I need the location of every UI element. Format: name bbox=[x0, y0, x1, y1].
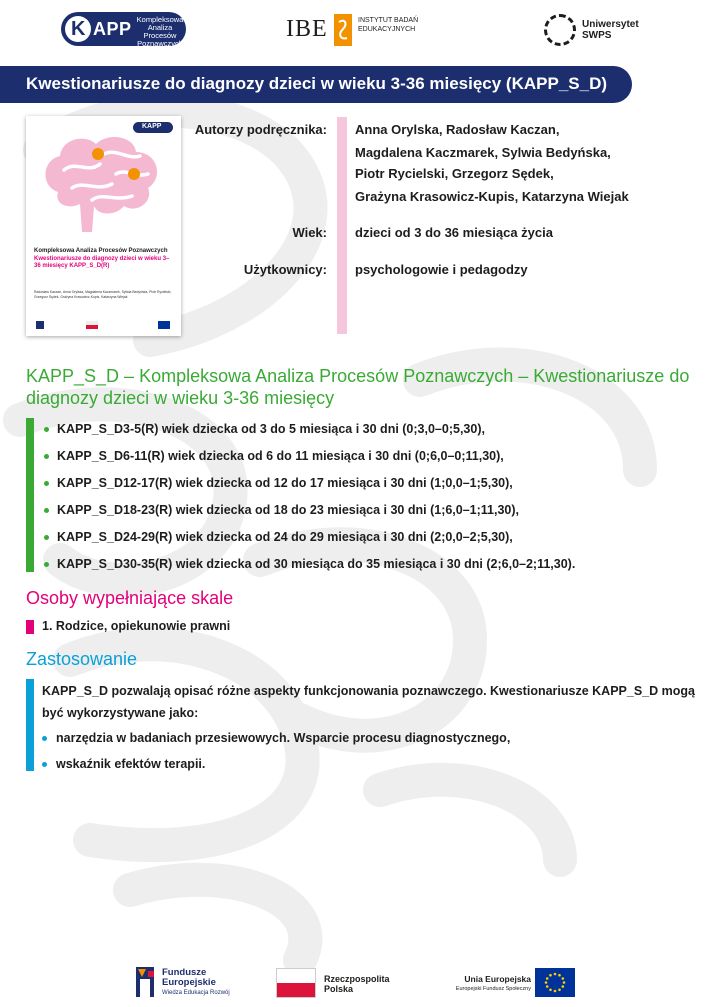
ibe-logo-mark-icon bbox=[334, 14, 352, 46]
brain-illustration-icon bbox=[36, 130, 166, 240]
rzeczpospolita-polska-text: Rzeczpospolita Polska bbox=[324, 974, 390, 994]
users-value: psychologowie i pedagodzy bbox=[355, 262, 528, 277]
bullet-icon bbox=[44, 427, 49, 432]
authors-line: Grażyna Krasowicz-Kupis, Katarzyna Wiejak bbox=[355, 189, 629, 204]
title-banner bbox=[0, 66, 632, 103]
cover-title: Kompleksowa Analiza Procesów Poznawczych bbox=[34, 248, 168, 254]
kapp-section-title: KAPP_S_D – Kompleksowa Analiza Procesów Poznawczych – Kwestionariusze do diagnozy dzieci w wieku 3-36 miesięcy bbox=[26, 366, 690, 408]
bullet-icon bbox=[44, 508, 49, 513]
kapp-section-bar bbox=[26, 418, 34, 572]
swps-logo-text: Uniwersytet SWPS bbox=[582, 19, 639, 41]
authors-line: Magdalena Kaczmarek, Sylwia Bedyńska, bbox=[355, 145, 611, 160]
fundusze-europejskie-subtitle: Wiedza Edukacja Rozwój bbox=[162, 990, 230, 996]
cover-footer-logos bbox=[34, 318, 174, 332]
users-label: Użytkownicy: bbox=[243, 262, 327, 277]
people-section-title: Osoby wypełniające skale bbox=[26, 588, 234, 608]
unia-europejska-subtitle: Europejski Fundusz Społeczny bbox=[455, 986, 531, 992]
cover-authors: Radosław Kaczan, Anna Orylska, Magdalena Kaczmarek, Sylwia Bedyńska, Piotr Rycielski, Grzegorz Sędek, Grażyna Krasowicz-Kupis, Katarzyna Wiejak bbox=[34, 290, 172, 299]
page-title: Kwestionariusze do diagnozy dzieci w wieku 3-36 miesięcy (KAPP_S_D) bbox=[26, 74, 608, 93]
fundusze-europejskie-logo bbox=[136, 965, 246, 1001]
ibe-logo-subtitle: INSTYTUT BADAŃ EDUKACYJNYCH bbox=[358, 17, 419, 33]
rzeczpospolita-polska-logo bbox=[276, 968, 396, 1000]
cover-kapp-logo: KAPP bbox=[133, 122, 173, 133]
bullet-icon bbox=[44, 562, 49, 567]
usage-section-title: Zastosowanie bbox=[26, 649, 138, 669]
kapp-logo-text: APP bbox=[93, 19, 132, 39]
people-item: 1. Rodzice, opiekunowie prawni bbox=[42, 619, 231, 633]
fundusze-europejskie-text: Fundusze Europejskie bbox=[162, 967, 216, 988]
people-section-bar bbox=[26, 620, 34, 634]
swps-logo-mark-icon bbox=[544, 14, 576, 46]
cover-subtitle: Kwestionariusze do diagnozy dzieci w wieku 3–36 miesięcy KAPP_S_D(R) bbox=[34, 256, 170, 269]
bullet-icon bbox=[44, 454, 49, 459]
eu-flag-icon bbox=[535, 968, 575, 997]
poland-flag-icon bbox=[276, 968, 316, 998]
authors-label: Autorzy podręcznika: bbox=[194, 122, 327, 137]
kapp-logo-subtitle: Kompleksowa Analiza Procesów Poznawczych bbox=[136, 15, 184, 48]
unia-europejska-text: Unia Europejska bbox=[464, 974, 531, 984]
kapp-logo-letter: K bbox=[71, 18, 86, 40]
fundusze-europejskie-mark-icon bbox=[136, 965, 156, 999]
bullet-icon bbox=[42, 736, 47, 741]
info-divider bbox=[337, 117, 347, 334]
ibe-logo-text: IBE bbox=[286, 16, 328, 42]
usage-paragraph: KAPP_S_D pozwalają opisać różne aspekty funkcjonowania poznawczego. Kwestionariusze KAPP_S_D mogą być wykorzystywane jako: bbox=[42, 684, 695, 720]
bullet-icon bbox=[42, 762, 47, 767]
bullet-icon bbox=[44, 481, 49, 486]
unia-europejska-logo bbox=[444, 968, 579, 1000]
manual-cover-thumbnail bbox=[26, 116, 181, 336]
kapp-logo bbox=[61, 12, 186, 46]
age-value: dzieci od 3 do 36 miesiąca życia bbox=[355, 225, 553, 240]
usage-section-bar bbox=[26, 679, 34, 771]
bullet-icon bbox=[44, 535, 49, 540]
age-label: Wiek: bbox=[292, 225, 327, 240]
authors-line: Anna Orylska, Radosław Kaczan, bbox=[355, 122, 560, 137]
authors-line: Piotr Rycielski, Grzegorz Sędek, bbox=[355, 166, 554, 181]
